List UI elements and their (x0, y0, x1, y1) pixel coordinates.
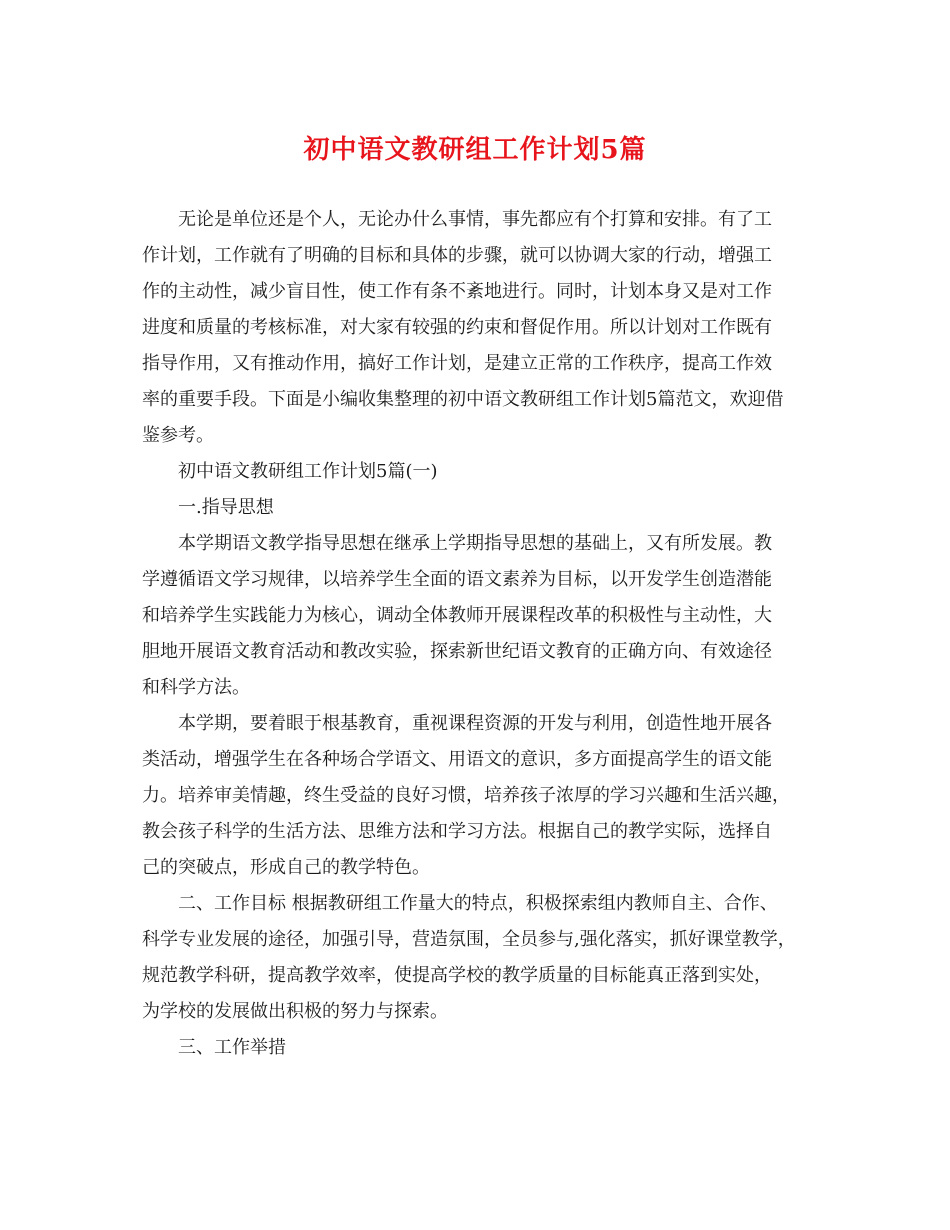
text-line: 本学期语文教学指导思想在继承上学期指导思想的基础上，又有所发展。教 (178, 533, 772, 554)
text-line: 指导作用，又有推动作用，搞好工作计划，是建立正常的工作秩序，提高工作效 (142, 353, 772, 374)
text-line: 和培养学生实践能力为核心，调动全体教师开展课程改革的积极性与主动性，大 (142, 605, 772, 626)
text-line: 和科学方法。 (142, 677, 250, 698)
text-line: 本学期，要着眼于根基教育，重视课程资源的开发与利用，创造性地开展各 (178, 713, 772, 734)
text-line: 胆地开展语文教育活动和教改实验，探索新世纪语文教育的正确方向、有效途径 (142, 641, 772, 662)
text-line: 规范教学科研，提高教学效率，使提高学校的教学质量的目标能真正落到实处， (142, 965, 772, 986)
text-line: 作的主动性，减少盲目性，使工作有条不紊地进行。同时，计划本身又是对工作 (142, 281, 772, 302)
text-line: 一.指导思想 (178, 497, 274, 518)
text-line: 三、工作举措 (178, 1037, 286, 1058)
document-title: 初中语文教研组工作计划5篇 (303, 135, 647, 165)
text-line: 率的重要手段。下面是小编收集整理的初中语文教研组工作计划5篇范文，欢迎借 (142, 389, 784, 410)
text-line: 己的突破点，形成自己的教学特色。 (142, 857, 430, 878)
text-line: 无论是单位还是个人，无论办什么事情，事先都应有个打算和安排。有了工 (178, 209, 772, 230)
text-line: 二、工作目标 根据教研组工作量大的特点，积极探索组内教师自主、合作、 (178, 893, 778, 914)
text-line: 初中语文教研组工作计划5篇(一) (178, 461, 438, 482)
document-body (142, 202, 822, 1066)
text-line: 力。培养审美情趣，终生受益的良好习惯，培养孩子浓厚的学习兴趣和生活兴趣， (142, 785, 790, 806)
text-line: 学遵循语文学习规律，以培养学生全面的语文素养为目标，以开发学生创造潜能 (142, 569, 772, 590)
text-line: 教会孩子科学的生活方法、思维方法和学习方法。根据自己的教学实际，选择自 (142, 821, 772, 842)
text-line: 鉴参考。 (142, 425, 214, 446)
text-line: 作计划，工作就有了明确的目标和具体的步骤，就可以协调大家的行动，增强工 (142, 245, 772, 266)
text-line: 进度和质量的考核标准，对大家有较强的约束和督促作用。所以计划对工作既有 (142, 317, 772, 338)
text-line: 类活动，增强学生在各种场合学语文、用语文的意识，多方面提高学生的语文能 (142, 749, 772, 770)
text-line: 为学校的发展做出积极的努力与探索。 (142, 1001, 448, 1022)
text-line: 科学专业发展的途径，加强引导，营造氛围，全员参与,强化落实，抓好课堂教学， (142, 929, 796, 950)
